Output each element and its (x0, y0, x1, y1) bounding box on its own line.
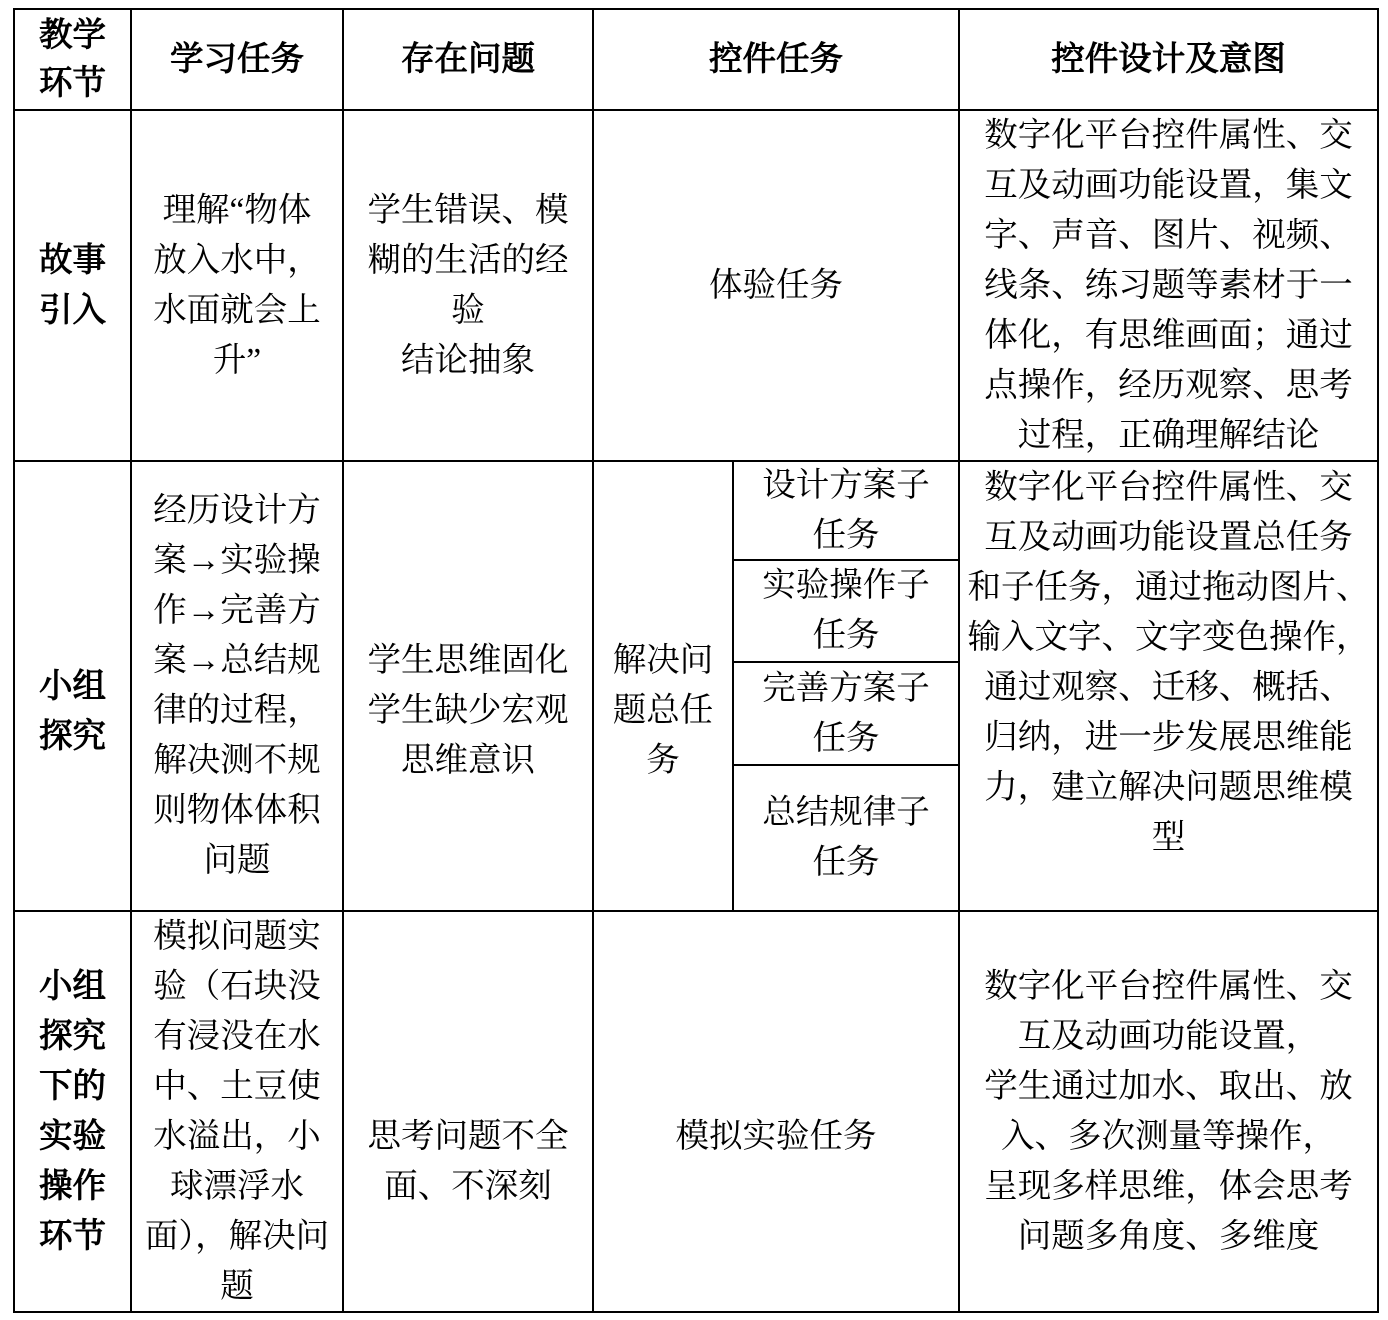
row-3-stage: 小组 探究 下的 实验 操作 环节 (39, 967, 106, 1255)
row-1-widget-design-cell (960, 111, 1379, 462)
header-widget-task: 控件任务 (709, 40, 843, 78)
row-2-widget-design: 数字化平台控件属性、交 互及动画功能设置总任务 和子任务，通过拖动图片、 输入文字、文字变色操作， 通过观察、迁移、概括、 归纳，进一步发展思维能 力，建立解决问题思维模 型 (967, 469, 1370, 856)
row-2-subtask-experiment: 实验操作子 任务 (762, 567, 930, 654)
row-2-subtask-design: 设计方案子 任务 (762, 466, 930, 554)
header-learning-task-cell (132, 10, 344, 111)
row-3-problem-cell (344, 912, 594, 1313)
row-1-problem-cell (344, 111, 594, 462)
header-widget-design-cell (960, 10, 1379, 111)
row-2-stage-cell (15, 462, 132, 912)
row-1-stage: 故事 引入 (39, 241, 106, 329)
header-widget-design: 控件设计及意图 (1051, 40, 1286, 78)
row-3-widget-task-cell (594, 912, 960, 1313)
row-2-widget-task-cell (594, 462, 734, 912)
row-3-widget-design-cell (960, 912, 1379, 1313)
row-3-stage-cell (15, 912, 132, 1313)
row-1-problem: 学生错误、模 糊的生活的经 验 结论抽象 (367, 191, 569, 379)
header-problem-cell (344, 10, 594, 111)
row-2-problem: 学生思维固化 学生缺少宏观 思维意识 (367, 642, 569, 779)
row-3-widget-design: 数字化平台控件属性、交 互及动画功能设置， 学生通过加水、取出、放 入、多次测量等操作， 呈现多样思维，体会思考 问题多角度、多维度 (984, 967, 1353, 1255)
row-3-widget-task: 模拟实验任务 (675, 1117, 877, 1155)
row-3-problem: 思考问题不全 面、不深刻 (367, 1117, 569, 1205)
row-1-stage-cell (15, 111, 132, 462)
row-2-subtask-improve: 完善方案子 任务 (762, 669, 930, 757)
row-2-subtask-cell (734, 462, 960, 561)
row-2-problem-cell (344, 462, 594, 912)
row-1-widget-task: 体验任务 (709, 266, 843, 304)
row-3-learning-task: 模拟问题实 验（石块没 有浸没在水 中、土豆使 水溢出，小 球漂浮水 面），解决问 题 (144, 917, 330, 1305)
row-1-learning-task-cell (132, 111, 344, 462)
row-1-widget-design: 数字化平台控件属性、交 互及动画功能设置，集文 字、声音、图片、视频、 线条、练习题等素材于一 体化，有思维画面；通过 点操作，经历观察、思考 过程，正确理解结论 (984, 116, 1353, 454)
header-problem: 存在问题 (401, 40, 535, 78)
row-1-widget-task-cell (594, 111, 960, 462)
header-stage-cell (15, 10, 132, 111)
row-1-learning-task: 理解“物体 放入水中， 水面就会上 升” (153, 191, 321, 379)
row-2-subtask-cell (734, 561, 960, 663)
row-2-learning-task: 经历设计方 案→实验操 作→完善方 案→总结规 律的过程， 解决测不规 则物体体积 问题 (153, 492, 321, 879)
header-stage: 教学 环节 (39, 16, 106, 102)
row-2-learning-task-cell (132, 462, 344, 912)
header-learning-task: 学习任务 (170, 40, 304, 78)
header-widget-task-cell (594, 10, 960, 111)
row-3-learning-task-cell (132, 912, 344, 1313)
row-2-widget-task: 解决问 题总任 务 (612, 642, 714, 779)
lesson-design-table (13, 8, 1379, 1313)
row-2-subtask-summarize: 总结规律子 任务 (762, 794, 930, 881)
row-2-stage: 小组 探究 (39, 668, 106, 755)
row-2-widget-design-cell (960, 462, 1379, 912)
row-2-subtask-cell (734, 766, 960, 912)
row-2-subtask-cell (734, 663, 960, 766)
